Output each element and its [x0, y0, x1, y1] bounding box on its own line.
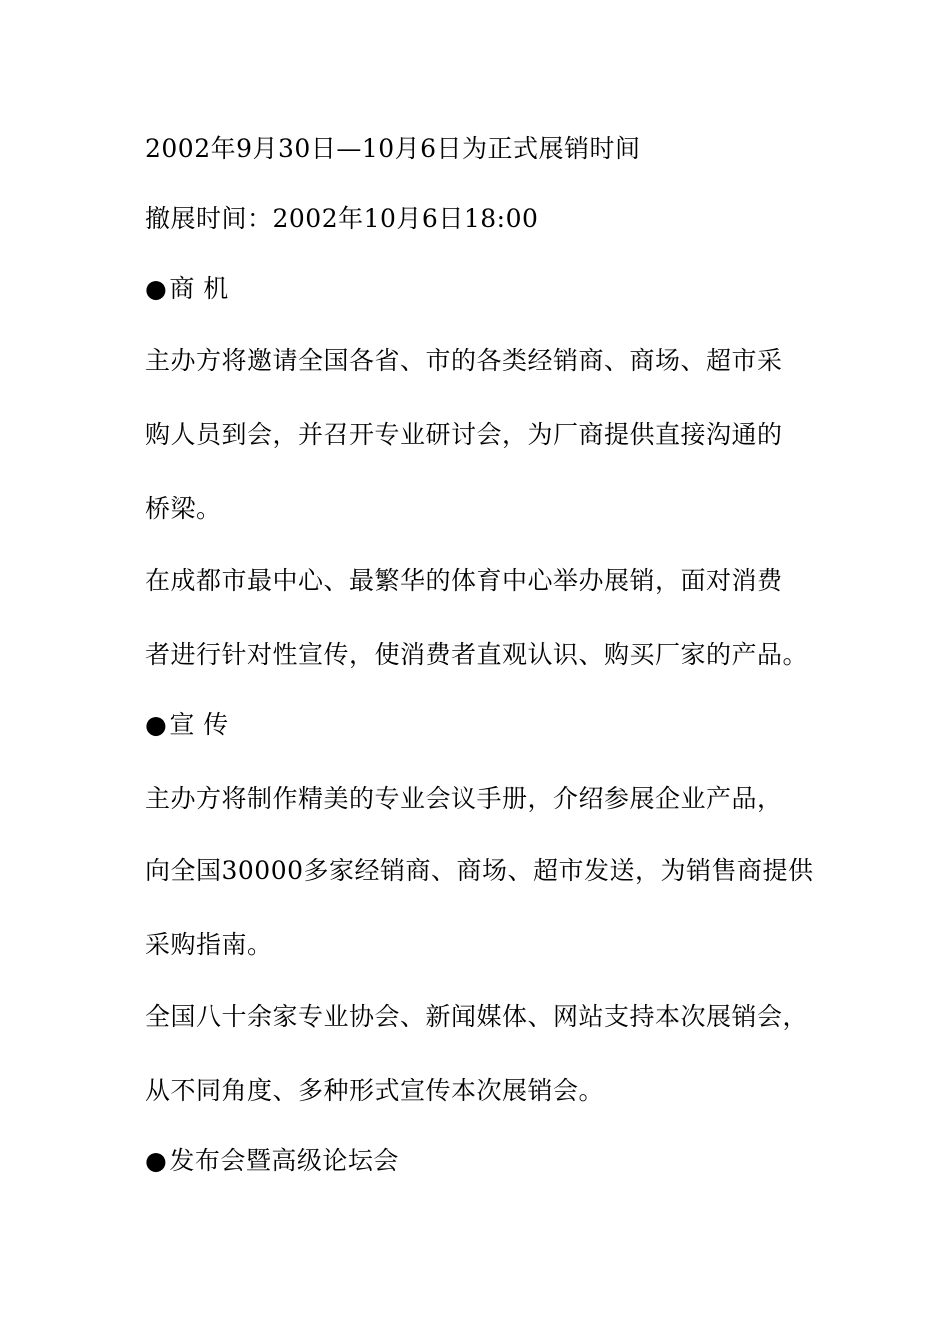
section-heading-label: 商 机 [169, 274, 229, 303]
paragraph-line: 向全国30000多家经销商、商场、超市发送，为销售商提供 [145, 856, 814, 885]
paragraph-line: 在成都市最中心、最繁华的体育中心举办展销，面对消费 [145, 566, 783, 595]
paragraph-line: 者进行针对性宣传，使消费者直观认识、购买厂家的产品。 [145, 640, 809, 669]
section-heading-forum [145, 1145, 399, 1177]
teardown-time-text: 撤展时间：2002年10月6日18:00 [145, 204, 539, 233]
bullet-icon: ● [145, 710, 168, 739]
paragraph-line: 从不同角度、多种形式宣传本次展销会。 [145, 1076, 605, 1105]
section-heading-business [145, 273, 229, 305]
paragraph-line: 主办方将制作精美的专业会议手册，介绍参展企业产品， [145, 784, 783, 813]
paragraph-line: 购人员到会，并召开专业研讨会，为厂商提供直接沟通的 [145, 420, 783, 449]
exhibition-period-text: 2002年9月30日—10月6日为正式展销时间 [145, 134, 641, 163]
paragraph-line: 全国八十余家专业协会、新闻媒体、网站支持本次展销会， [145, 1002, 809, 1031]
paragraph-line: 主办方将邀请全国各省、市的各类经销商、商场、超市采 [145, 346, 783, 375]
section-heading-label: 宣 传 [169, 710, 229, 739]
bullet-icon: ● [145, 274, 168, 303]
section-heading-label: 发布会暨高级论坛会 [169, 1146, 399, 1175]
paragraph-line: 桥梁。 [145, 494, 222, 523]
paragraph-line: 采购指南。 [145, 930, 273, 959]
bullet-icon: ● [145, 1146, 168, 1175]
section-heading-publicity [145, 709, 229, 741]
